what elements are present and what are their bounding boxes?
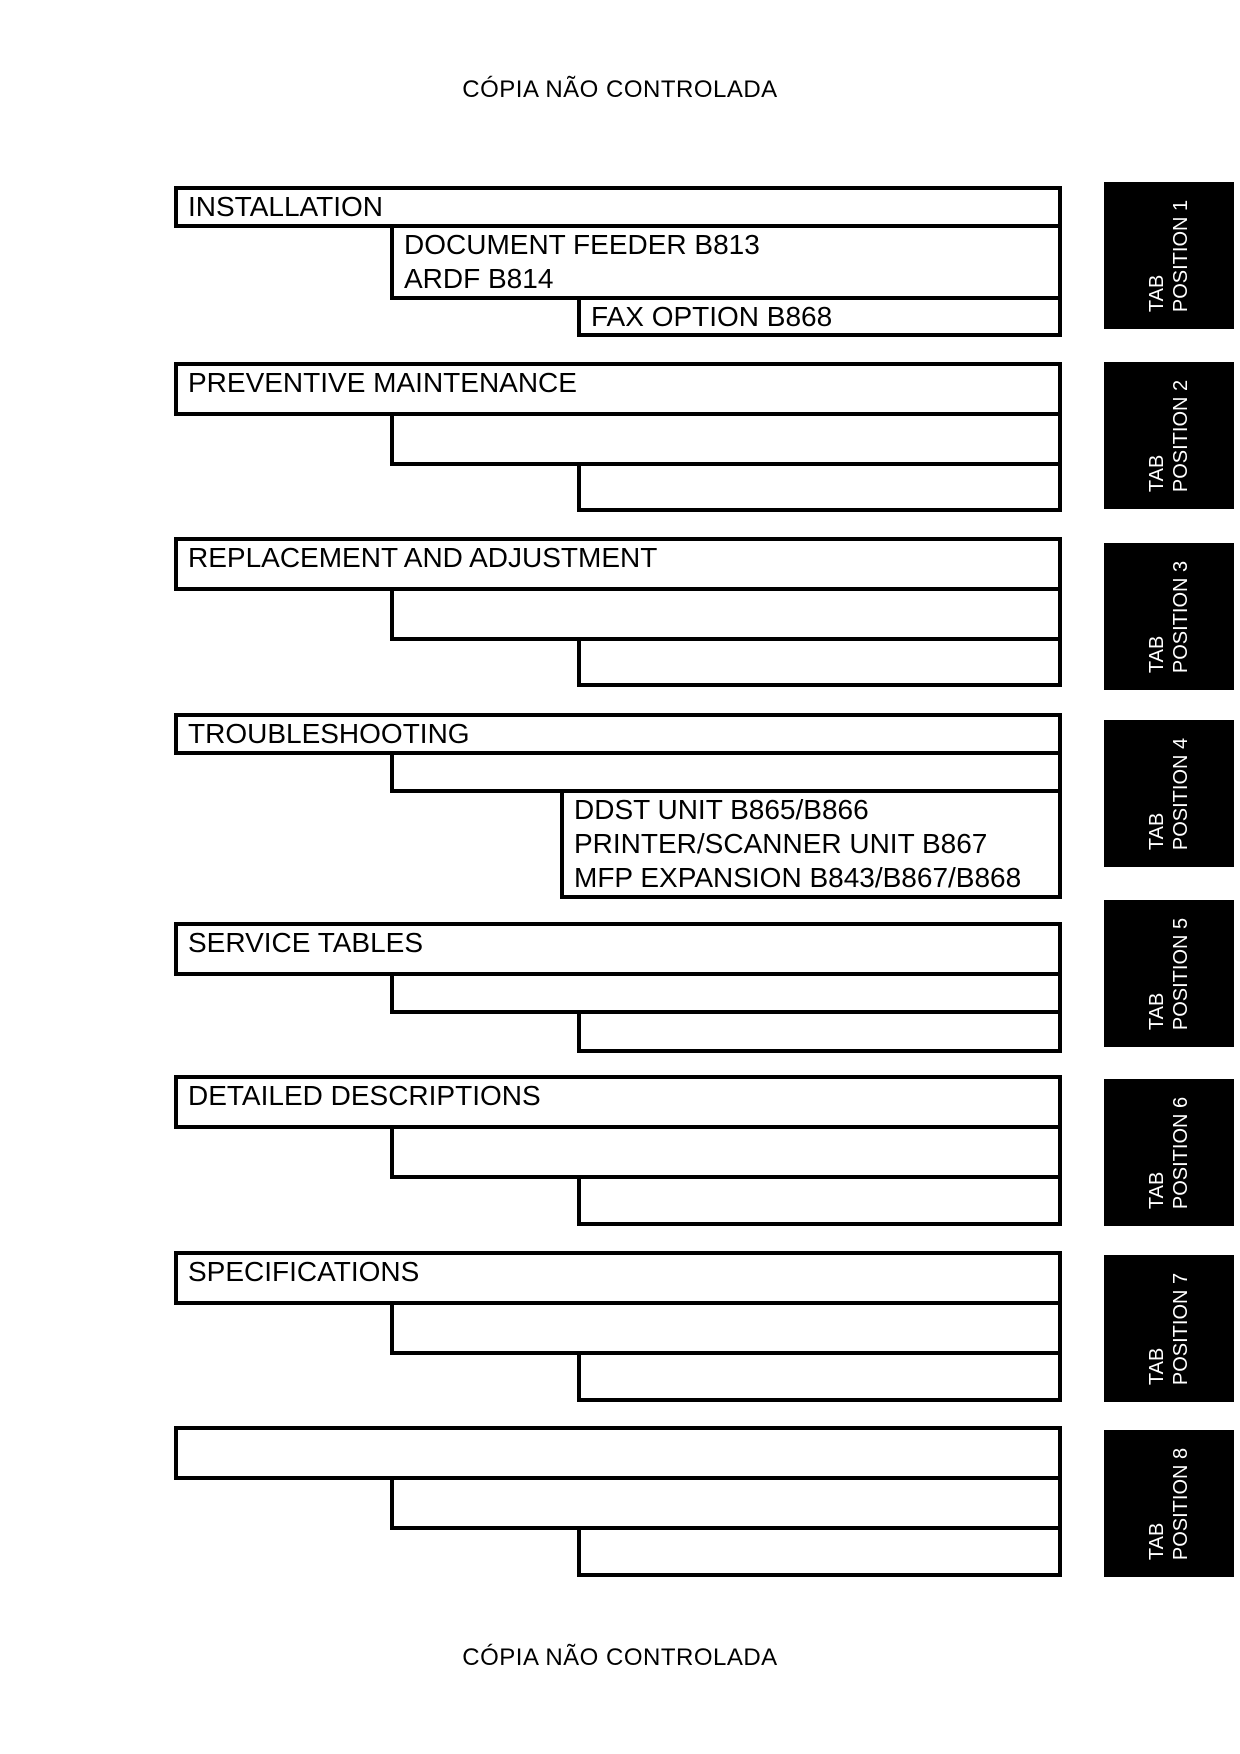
tab-label: TAB POSITION 4 (1146, 737, 1192, 850)
section-sub-box (390, 224, 1062, 300)
section-sub-box (390, 412, 1062, 466)
section-title-box (174, 1251, 1062, 1305)
section-title-box (174, 713, 1062, 755)
section-sub-box (390, 1301, 1062, 1355)
section-sub-box (390, 1125, 1062, 1179)
tab-position-8[interactable] (1104, 1430, 1234, 1577)
section-subsubtitle: DDST UNIT B865/B866 PRINTER/SCANNER UNIT B867 MFP EXPANSION B843/B867/B868 (574, 794, 1022, 893)
tab-label: TAB POSITION 7 (1146, 1272, 1192, 1385)
section-subsub-box (577, 1175, 1062, 1226)
tab-label: TAB POSITION 1 (1146, 199, 1192, 312)
tab-position-1[interactable] (1104, 182, 1234, 329)
section-title-box (174, 1075, 1062, 1129)
section-subsub-box (577, 462, 1062, 512)
tab-position-6[interactable] (1104, 1079, 1234, 1226)
section-sub-box (390, 972, 1062, 1014)
section-title-box (174, 362, 1062, 416)
section-title: TROUBLESHOOTING (188, 718, 470, 749)
section-title: REPLACEMENT AND ADJUSTMENT (188, 542, 658, 573)
section-title: DETAILED DESCRIPTIONS (188, 1080, 541, 1111)
section-subsubtitle: FAX OPTION B868 (591, 301, 833, 332)
section-subtitle: DOCUMENT FEEDER B813 ARDF B814 (404, 229, 760, 294)
tab-label: TAB POSITION 6 (1146, 1096, 1192, 1209)
section-sub-box (390, 1476, 1062, 1530)
section-title: SERVICE TABLES (188, 927, 423, 958)
section-title-box (174, 1426, 1062, 1480)
section-subsub-box (577, 1351, 1062, 1402)
section-subsub-box (577, 637, 1062, 687)
watermark-bottom: CÓPIA NÃO CONTROLADA (462, 1644, 778, 1671)
section-subsub-box (577, 296, 1062, 337)
section-sub-box (390, 587, 1062, 641)
tab-position-4[interactable] (1104, 720, 1234, 867)
tab-position-7[interactable] (1104, 1255, 1234, 1402)
section-subsub-box (560, 789, 1062, 899)
tab-label: TAB POSITION 3 (1146, 560, 1192, 673)
tab-label: TAB POSITION 2 (1146, 379, 1192, 492)
section-sub-box (390, 751, 1062, 793)
tab-position-3[interactable] (1104, 543, 1234, 690)
section-title: SPECIFICATIONS (188, 1256, 420, 1287)
tab-position-2[interactable] (1104, 362, 1234, 509)
watermark-top: CÓPIA NÃO CONTROLADA (462, 76, 778, 103)
section-title-box (174, 186, 1062, 228)
tab-label: TAB POSITION 8 (1146, 1447, 1192, 1560)
section-subsub-box (577, 1010, 1062, 1053)
tab-label: TAB POSITION 5 (1146, 917, 1192, 1030)
section-subsub-box (577, 1526, 1062, 1577)
tab-position-5[interactable] (1104, 900, 1234, 1047)
section-title: INSTALLATION (188, 191, 384, 222)
section-title-box (174, 922, 1062, 976)
section-title-box (174, 537, 1062, 591)
section-title: PREVENTIVE MAINTENANCE (188, 367, 577, 398)
